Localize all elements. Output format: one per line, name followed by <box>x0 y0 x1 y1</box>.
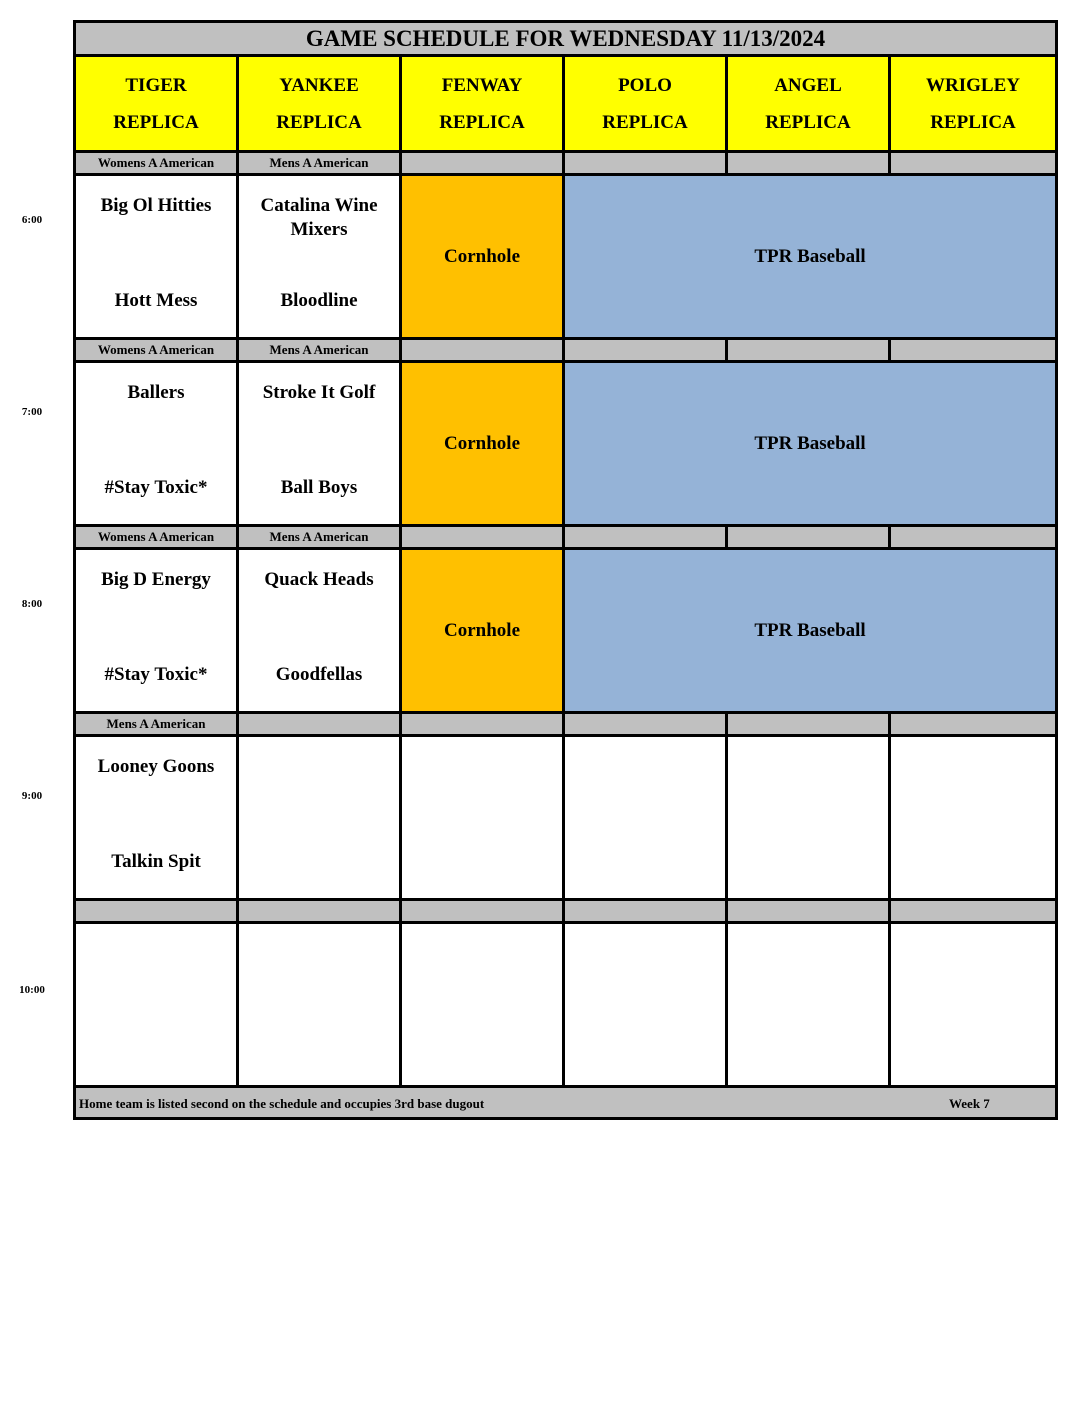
field-header-tiger: TIGER REPLICA <box>75 56 238 152</box>
league-row-10 <box>75 900 1057 923</box>
league-label: Mens A American <box>238 152 401 175</box>
league-label <box>401 339 564 362</box>
away-team: Catalina Wine Mixers <box>260 195 378 240</box>
league-label <box>401 900 564 923</box>
home-team: Ball Boys <box>280 477 358 498</box>
league-label <box>401 526 564 549</box>
league-label: Womens A American <box>75 152 238 175</box>
empty-cell <box>890 736 1057 900</box>
tpr-baseball-cell-6: TPR Baseball <box>564 175 1057 339</box>
time-label-8: 8:00 <box>21 598 43 610</box>
league-label <box>890 526 1057 549</box>
empty-cell <box>238 923 401 1087</box>
time-label-9: 9:00 <box>21 790 43 802</box>
slot-row-6 <box>75 175 1057 339</box>
empty-cell <box>727 736 890 900</box>
league-label <box>238 713 401 736</box>
league-label <box>238 900 401 923</box>
league-label <box>727 900 890 923</box>
league-label <box>890 339 1057 362</box>
home-team: Goodfellas <box>275 664 363 685</box>
empty-cell <box>727 923 890 1087</box>
league-label <box>890 713 1057 736</box>
home-team: #Stay Toxic* <box>104 664 208 685</box>
league-label: Mens A American <box>238 339 401 362</box>
tpr-baseball-cell-7: TPR Baseball <box>564 362 1057 526</box>
field-header-fenway: FENWAY REPLICA <box>401 56 564 152</box>
away-team: Big Ol Hitties <box>100 195 212 216</box>
slot-row-9 <box>75 736 1057 900</box>
cornhole-cell-8: Cornhole <box>401 549 564 713</box>
home-team: Hott Mess <box>114 290 198 311</box>
home-team: #Stay Toxic* <box>104 477 208 498</box>
league-label: Womens A American <box>75 339 238 362</box>
league-label: Womens A American <box>75 526 238 549</box>
league-row-9 <box>75 713 1057 736</box>
away-team: Quack Heads <box>264 569 374 590</box>
league-label <box>727 526 890 549</box>
cornhole-cell-7: Cornhole <box>401 362 564 526</box>
empty-cell <box>75 923 238 1087</box>
game-cell-tiger-7 <box>75 362 238 526</box>
schedule-sheet <box>73 20 1055 1120</box>
time-label-7: 7:00 <box>21 406 43 418</box>
league-label <box>564 526 727 549</box>
away-team: Big D Energy <box>101 569 211 590</box>
slot-row-10 <box>75 923 1057 1087</box>
field-header-polo: POLO REPLICA <box>564 56 727 152</box>
time-label-6: 6:00 <box>21 214 43 226</box>
home-team-note: Home team is listed second on the schedule and occupies 3rd base dugout <box>79 1096 485 1111</box>
empty-cell <box>890 923 1057 1087</box>
field-header-wrigley: WRIGLEY REPLICA <box>890 56 1057 152</box>
league-row-6 <box>75 152 1057 175</box>
league-label <box>890 152 1057 175</box>
home-team: Talkin Spit <box>111 851 201 872</box>
game-cell-yankee-7 <box>238 362 401 526</box>
game-cell-tiger-8 <box>75 549 238 713</box>
league-label <box>401 152 564 175</box>
slot-row-8 <box>75 549 1057 713</box>
game-cell-yankee-6 <box>238 175 401 339</box>
schedule-footer <box>75 1087 1057 1119</box>
league-label <box>890 900 1057 923</box>
away-team: Stroke It Golf <box>262 382 376 403</box>
tpr-baseball-cell-8: TPR Baseball <box>564 549 1057 713</box>
league-label <box>75 900 238 923</box>
away-team: Ballers <box>127 382 185 403</box>
time-label-10: 10:00 <box>19 984 45 996</box>
game-cell-yankee-8 <box>238 549 401 713</box>
field-header-angel: ANGEL REPLICA <box>727 56 890 152</box>
league-label <box>564 713 727 736</box>
league-label: Mens A American <box>238 526 401 549</box>
league-label <box>727 339 890 362</box>
league-label <box>564 900 727 923</box>
empty-cell <box>401 736 564 900</box>
league-label <box>727 152 890 175</box>
game-cell-tiger-6 <box>75 175 238 339</box>
page-title: GAME SCHEDULE FOR WEDNESDAY 11/13/2024 <box>75 22 1057 56</box>
league-row-8 <box>75 526 1057 549</box>
away-team: Looney Goons <box>97 756 215 777</box>
league-label <box>727 713 890 736</box>
league-label <box>401 713 564 736</box>
field-header-yankee: YANKEE REPLICA <box>238 56 401 152</box>
game-cell-tiger-9 <box>75 736 238 900</box>
empty-cell <box>238 736 401 900</box>
home-team: Bloodline <box>280 290 358 311</box>
cornhole-cell-6: Cornhole <box>401 175 564 339</box>
league-row-7 <box>75 339 1057 362</box>
league-label: Mens A American <box>75 713 238 736</box>
league-label <box>564 152 727 175</box>
empty-cell <box>564 923 727 1087</box>
slot-row-7 <box>75 362 1057 526</box>
week-label: Week 7 <box>949 1096 990 1111</box>
schedule-table <box>73 20 1058 1120</box>
empty-cell <box>564 736 727 900</box>
league-label <box>564 339 727 362</box>
empty-cell <box>401 923 564 1087</box>
